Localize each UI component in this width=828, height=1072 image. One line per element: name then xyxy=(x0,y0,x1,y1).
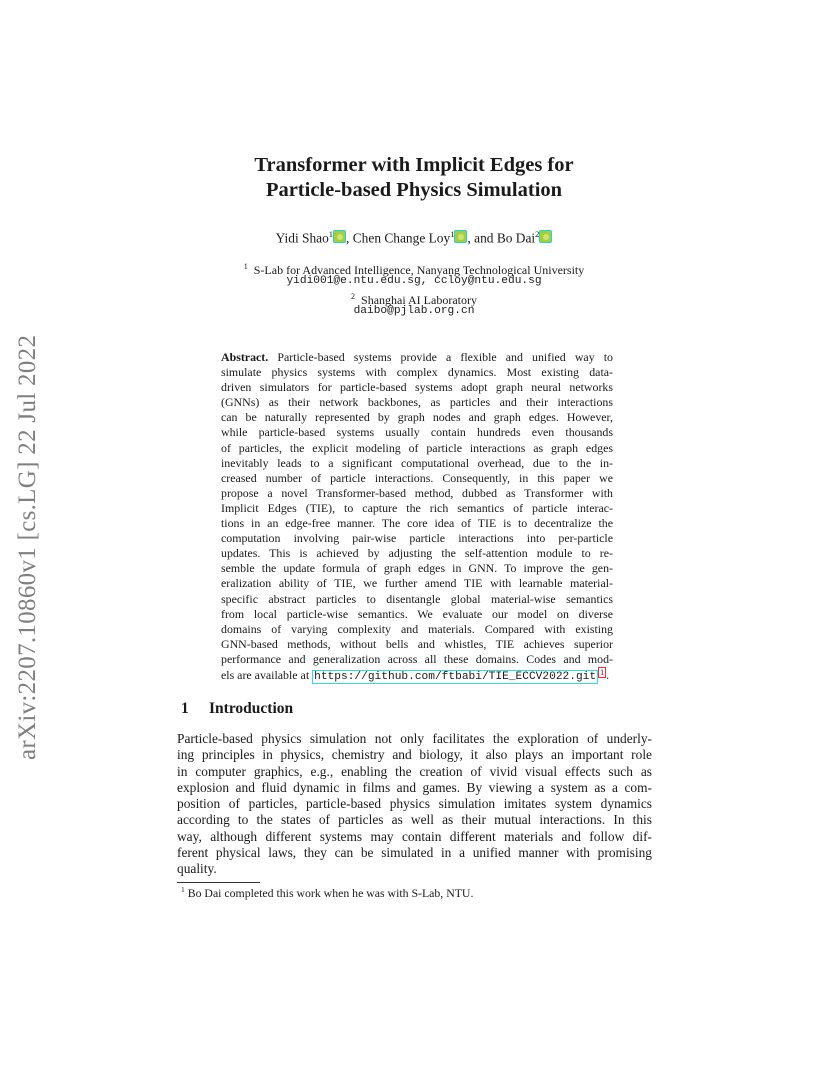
abstract-end-punct: . xyxy=(606,667,610,682)
abstract-line: of particles, the explicit modeling of particle interactions as graph edges xyxy=(221,440,613,455)
affiliation-name: Shanghai AI Laboratory xyxy=(361,293,477,307)
intro-paragraph xyxy=(177,731,652,878)
abstract-line: GNN-based methods, without bells and whistles, TIE achieves superior xyxy=(221,636,613,651)
paragraph-line: ing principles in physics, chemistry and biology, it also plays an important role xyxy=(177,747,652,763)
affiliation-name: S-Lab for Advanced Intelligence, Nanyang Technological University xyxy=(253,263,585,277)
footnote-text: Bo Dai completed this work when he was with S-Lab, NTU. xyxy=(187,885,474,900)
paragraph-line: way, although different systems may contain different materials and follow dif- xyxy=(177,828,652,844)
footnote-mark: 1 xyxy=(181,885,185,894)
abstract-line: inevitably leads to a significant computational overhead, due to the in- xyxy=(221,455,613,470)
footnote-ref-link[interactable]: 1 xyxy=(600,667,605,677)
abstract-line: propose a novel Transformer-based method, dubbed as Transformer with xyxy=(221,485,613,500)
abstract-line: (GNNs) as their network backbones, as particles and their interactions xyxy=(221,395,613,410)
paragraph-line: according to the states of particles as well as their mutual interactions. In this xyxy=(177,812,652,828)
paragraph-line: quality. xyxy=(177,861,217,877)
abstract xyxy=(221,350,613,682)
title-line-2: Particle-based Physics Simulation xyxy=(265,179,563,201)
abstract-line: while particle-based systems usually contain hundreds even thousands xyxy=(221,425,613,440)
paragraph-line: ferent physical laws, they can be simulated in a unified manner with promising xyxy=(177,845,652,861)
abstract-line: simulate physics systems with complex dynamics. Most existing data- xyxy=(221,365,613,380)
abstract-line: updates. This is achieved by adjusting the self-attention module to re- xyxy=(221,546,613,561)
abstract-line: domains of varying complexity and materials. Compared with existing xyxy=(221,621,613,636)
abstract-last-line xyxy=(221,667,613,682)
abstract-heading: Abstract. xyxy=(221,350,269,364)
abstract-line: Implicit Edges (TIE), to capture the rich semantics of particle interac- xyxy=(221,500,613,515)
abstract-line: performance and generalization across all these domains. Codes and mod- xyxy=(221,651,613,666)
abstract-line-text: els are available at xyxy=(221,667,310,682)
paragraph-line: position of particles, particle-based physics simulation imitates system dynamics xyxy=(177,796,652,812)
paragraph-line: Particle-based physics simulation not only facilitates the exploration of underly- xyxy=(177,731,652,746)
abstract-line: computation involving pair-wise particle interactions into per-particle xyxy=(221,531,613,546)
paragraph-line: in computer graphics, e.g., enabling the creation of vivid visual effects such as xyxy=(177,763,652,779)
abstract-line: driven simulators for particle-based systems adopt graph neural networks xyxy=(221,380,613,395)
affiliation-2-email: daibo@pjlab.org.cn xyxy=(353,305,475,317)
footnote-rule xyxy=(177,882,260,883)
affiliation-1-emails: yidi001@e.ntu.edu.sg, ccloy@ntu.edu.sg xyxy=(286,275,542,287)
author-affil-mark: 1 xyxy=(328,229,334,239)
orcid-icon[interactable] xyxy=(539,230,552,243)
title-line-1: Transformer with Implicit Edges for xyxy=(254,154,574,176)
orcid-icon[interactable] xyxy=(333,230,346,243)
author-affil-mark: 1 xyxy=(450,229,455,239)
abstract-line: from local particle-wise semantics. We evaluate our model on diverse xyxy=(221,606,613,621)
author-name: Bo Dai xyxy=(496,230,536,246)
author-affil-mark: 2 xyxy=(535,229,540,239)
author-name: Chen Change Loy xyxy=(352,230,451,246)
arxiv-side-stamp: arXiv:2207.10860v1 [cs.LG] 22 Jul 2022 xyxy=(14,334,41,760)
paper-title xyxy=(0,153,828,203)
code-repo-link[interactable]: https://github.com/ftbabi/TIE_ECCV2022.git xyxy=(314,670,597,683)
author-separator: , and xyxy=(467,230,497,246)
abstract-line: creased number of particle interactions. Consequently, in this paper we xyxy=(221,470,613,485)
abstract-line: semble the update formula of graph edges in GNN. To improve the gen- xyxy=(221,561,613,576)
author-separator: , xyxy=(346,230,353,246)
affiliation-mark: 2 xyxy=(351,292,356,301)
section-number: 1 xyxy=(181,700,189,717)
affiliation-mark: 1 xyxy=(243,262,248,271)
footnote xyxy=(181,885,473,901)
abstract-line: can be naturally represented by graph nodes and graph edges. However, xyxy=(221,410,613,425)
author-name: Yidi Shao xyxy=(275,230,329,246)
abstract-line: tions in an edge-free manner. The core idea of TIE is to decentralize the xyxy=(221,516,613,531)
abstract-line: specific abstract particles to disentangle global material-wise semantics xyxy=(221,591,613,606)
section-title: Introduction xyxy=(209,700,294,717)
paragraph-line: explosion and fluid dynamic in films and games. By viewing a system as a com- xyxy=(177,779,652,795)
abstract-line xyxy=(221,350,613,365)
section-heading xyxy=(181,700,293,718)
author-list xyxy=(0,229,828,246)
orcid-icon[interactable] xyxy=(454,230,467,243)
abstract-line-text: Particle-based systems provide a flexible and unified way to xyxy=(277,350,613,364)
abstract-line: eralization ability of TIE, we further amend TIE with learnable material- xyxy=(221,576,613,591)
